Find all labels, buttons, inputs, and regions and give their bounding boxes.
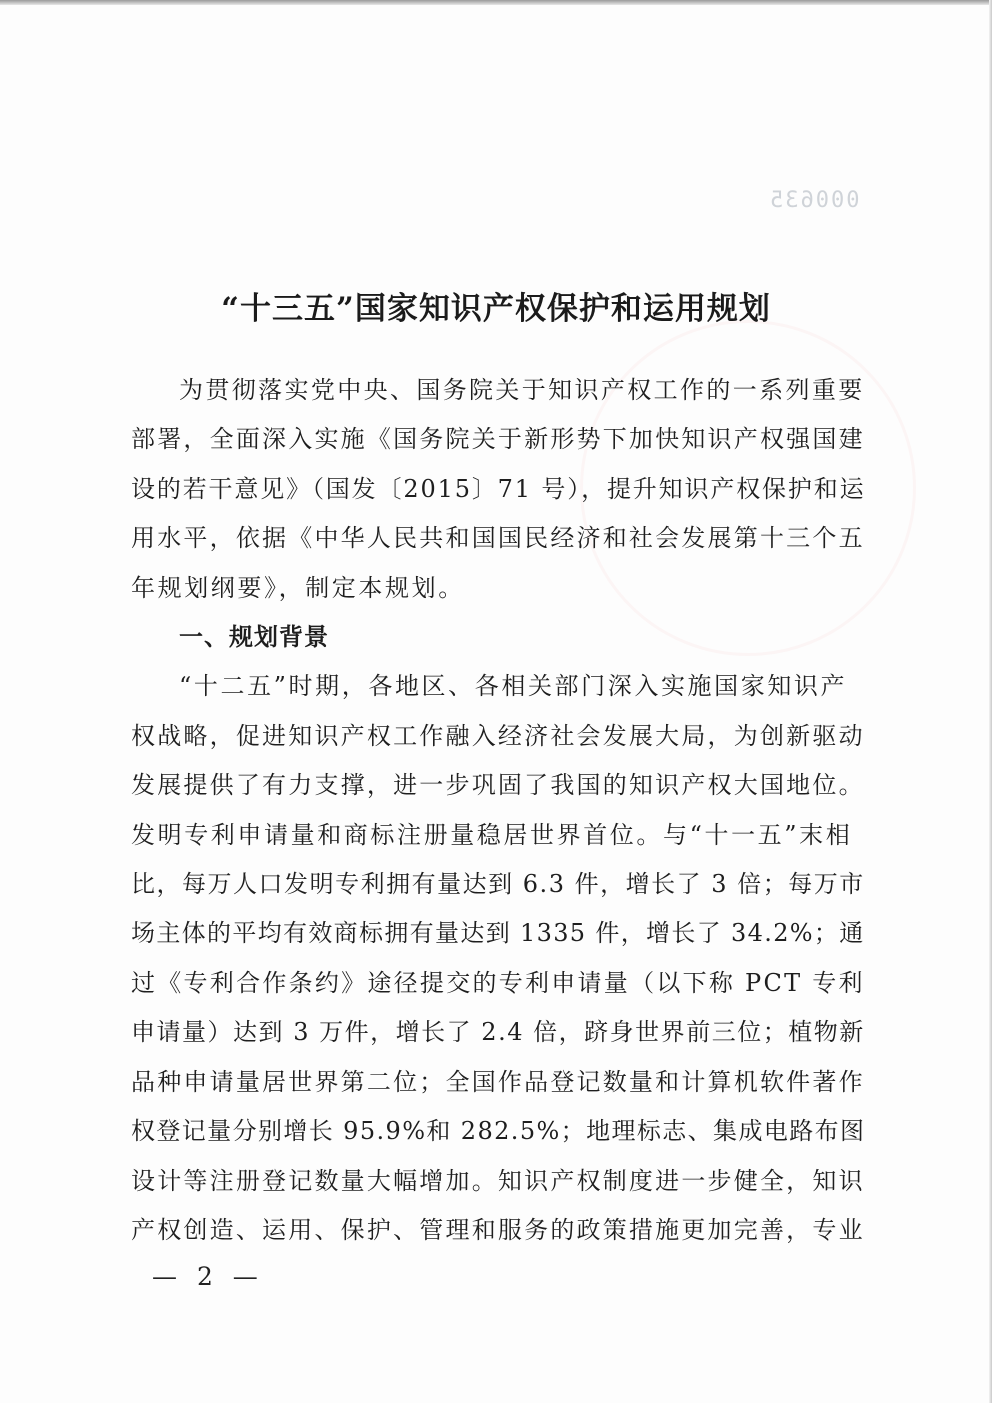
text-line: 产权创造、运用、保护、管理和服务的政策措施更加完善，专业 [131,1215,865,1244]
text-line: 权登记量分别增长 95.9%和 282.5%；地理标志、集成电路布图 [131,1117,866,1146]
document-body [131,366,865,1255]
text-line: 为贯彻落实党中央、国务院关于知识产权工作的一系列重要 [179,376,865,404]
text-line: 年规划纲要》，制定本规划。 [131,573,465,602]
text-line: 权战略，促进知识产权工作融入经济社会发展大局，为创新驱动 [131,721,865,750]
text-line: 发展提供了有力支撑，进一步巩固了我国的知识产权大国地位。 [131,771,865,800]
background-paragraph [131,662,865,1255]
text-line: 申请量）达到 3 万件，增长了 2.4 倍，跻身世界前三位；植物新 [131,1018,865,1047]
section-heading: 一、规划背景 [179,623,329,652]
page-number: — 2 — [152,1262,264,1291]
document-title: “十三五”国家知识产权保护和运用规划 [221,291,771,327]
text-line: 场主体的平均有效商标拥有量达到 1335 件，增长了 34.2%；通 [131,919,865,948]
text-line: 比，每万人口发明专利拥有量达到 6.3 件，增长了 3 倍；每万市 [131,870,865,899]
text-line: 部署，全面深入实施《国务院关于新形势下加快知识产权强国建 [131,425,865,454]
text-line: 用水平，依据《中华人民共和国国民经济和社会发展第十三个五 [131,524,865,553]
intro-paragraph [131,366,865,613]
text-line: “十二五”时期，各地区、各相关部门深入实施国家知识产 [179,672,848,701]
text-line: 设计等注册登记数量大幅增加。知识产权制度进一步健全，知识 [131,1166,865,1195]
text-line: 设的若干意见》（国发〔2015〕71 号），提升知识产权保护和运 [131,474,866,503]
text-line: 过《专利合作条约》途径提交的专利申请量（以下称 PCT 专利 [131,968,865,997]
serial-mark: 000635 [768,188,860,213]
text-line: 发明专利申请量和商标注册量稳居世界首位。与“十一五”末相 [131,820,853,849]
text-line: 品种申请量居世界第二位；全国作品登记数量和计算机软件著作 [131,1067,865,1096]
scan-edge-top [0,0,992,5]
